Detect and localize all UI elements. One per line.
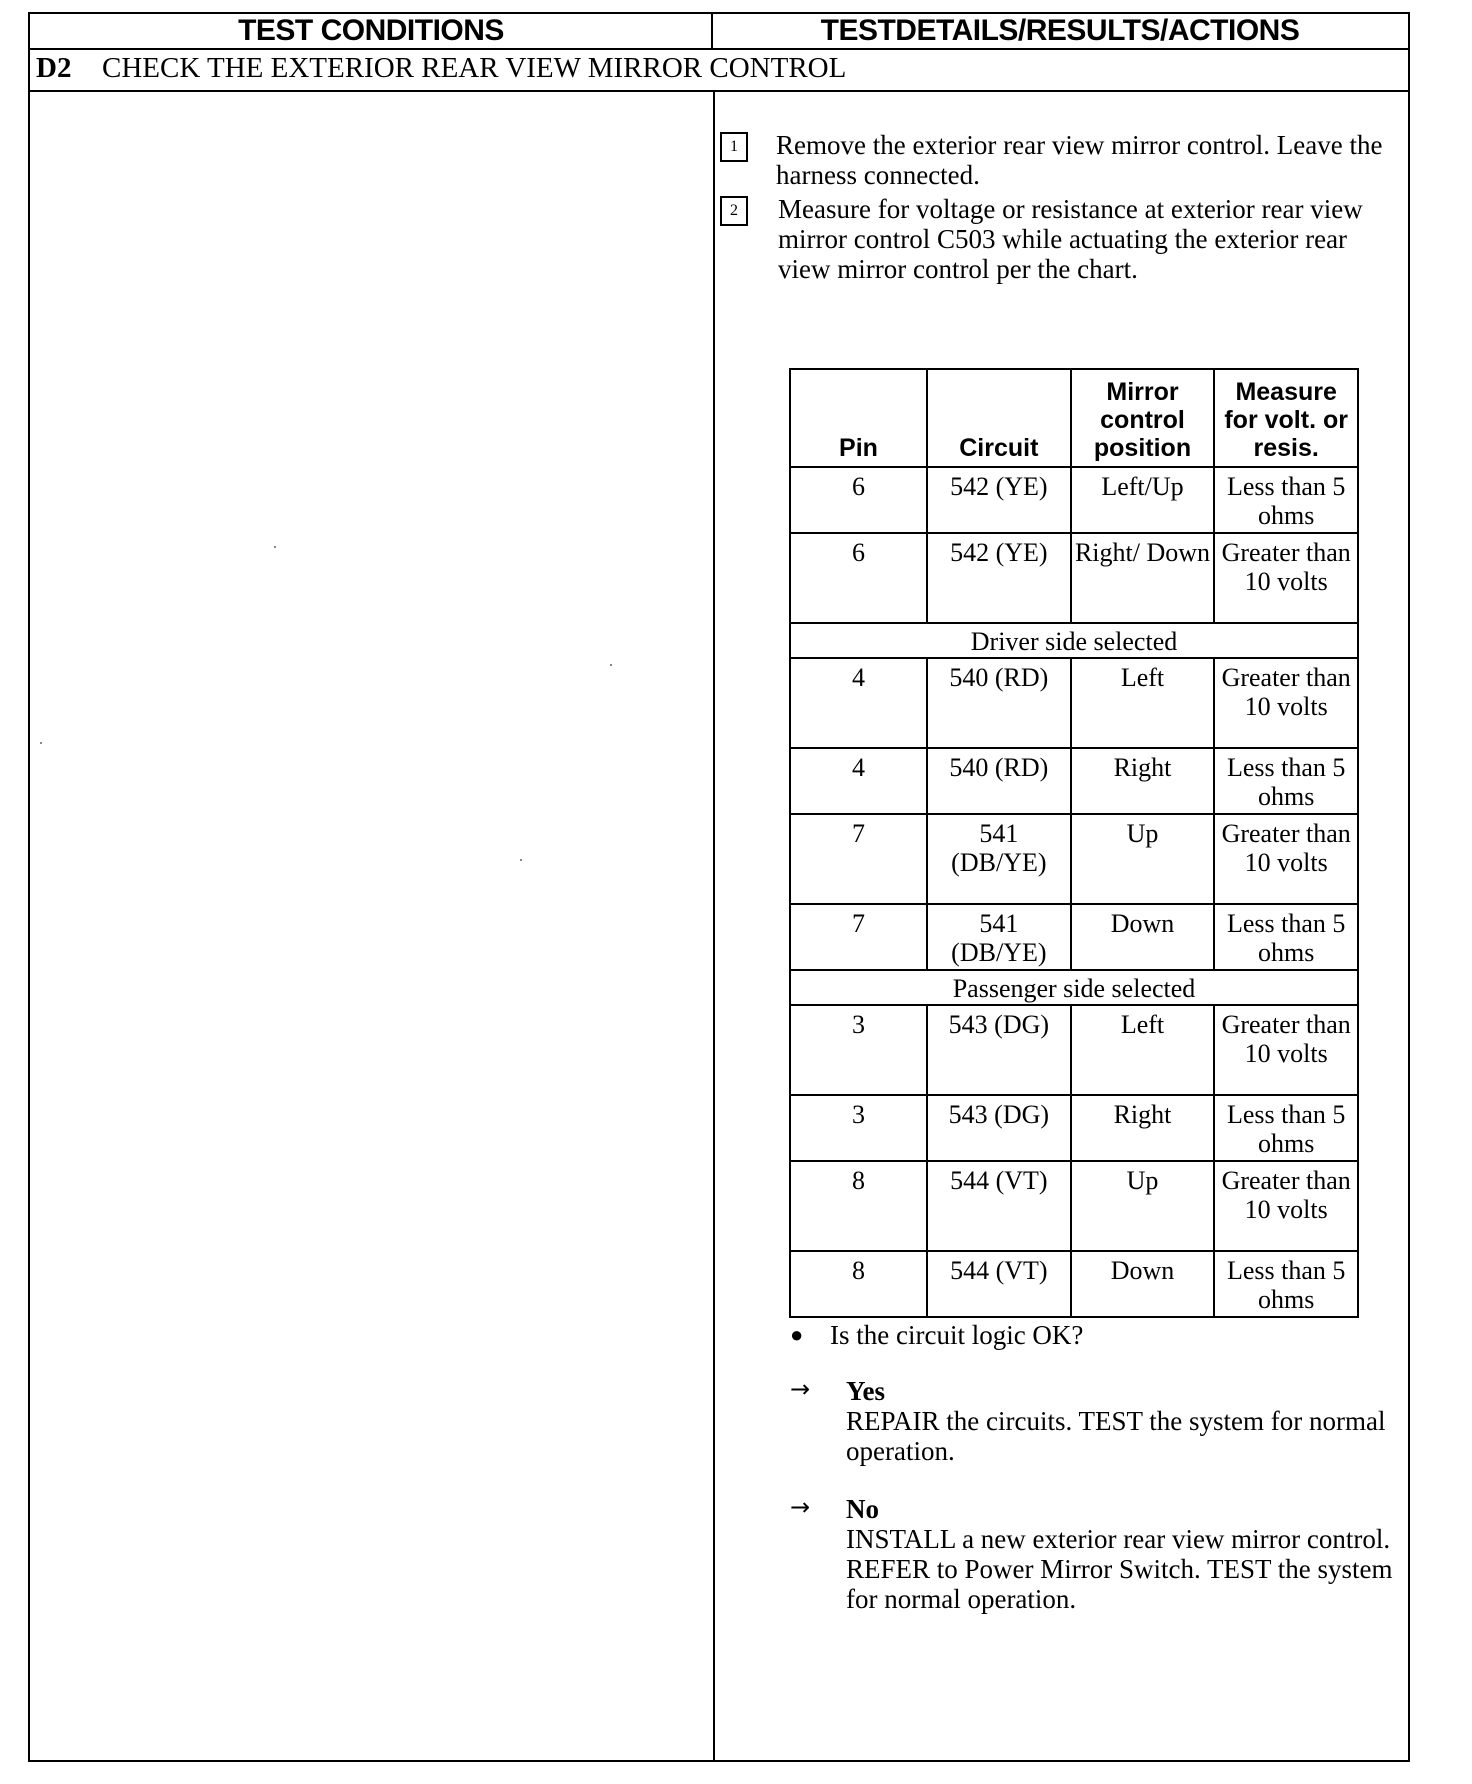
passenger-side-label: Passenger side selected [790, 970, 1358, 1005]
cell-position: Down [1071, 904, 1215, 970]
test-details-heading: TESTDETAILS/RESULTS/ACTIONS [820, 14, 1300, 47]
test-details-column [720, 92, 1410, 1762]
section-title-text: CHECK THE EXTERIOR REAR VIEW MIRROR CONTROL [102, 52, 847, 84]
cell-pin: 4 [790, 748, 927, 814]
scan-speck [40, 742, 42, 744]
cell-pin: 8 [790, 1251, 927, 1317]
cell-measure: Less than 5 ohms [1214, 904, 1358, 970]
answer-yes-label: Yes [846, 1376, 885, 1406]
cell-pin: 3 [790, 1095, 927, 1161]
cell-position: Left [1071, 1005, 1215, 1095]
cell-measure: Greater than 10 volts [1214, 1161, 1358, 1251]
arrow-right-icon: → [790, 1493, 811, 1521]
answer-yes-text: REPAIR the circuits. TEST the system for normal operation. [846, 1406, 1386, 1466]
step-number-box: 1 [720, 132, 748, 162]
cell-position: Left/Up [1071, 467, 1215, 533]
cell-circuit: 544 (VT) [927, 1251, 1071, 1317]
cell-circuit: 540 (RD) [927, 658, 1071, 748]
cell-circuit: 543 (DG) [927, 1005, 1071, 1095]
table-row [790, 1095, 1358, 1161]
cell-measure: Less than 5 ohms [1214, 1251, 1358, 1317]
cell-pin: 3 [790, 1005, 927, 1095]
table-row [790, 467, 1358, 533]
cell-measure: Greater than 10 volts [1214, 533, 1358, 623]
cell-circuit: 541 (DB/YE) [927, 904, 1071, 970]
step-number-box: 2 [720, 196, 748, 226]
column-header-position: Mirror control position [1071, 369, 1215, 467]
table-row [790, 658, 1358, 748]
cell-position: Right/ Down [1071, 533, 1215, 623]
column-header-pin: Pin [790, 369, 927, 467]
section-title [30, 48, 1408, 92]
cell-position: Down [1071, 1251, 1215, 1317]
cell-position: Right [1071, 1095, 1215, 1161]
question-text: Is the circuit logic OK? [830, 1320, 1084, 1350]
step-text: Measure for voltage or resistance at exterior rear view mirror control C503 while actuating the exterior rear view mirror control per the chart. [778, 194, 1363, 284]
section-row-driver [790, 623, 1358, 658]
test-conditions-heading: TEST CONDITIONS [238, 14, 504, 47]
bullet-icon: ● [790, 1322, 804, 1347]
measurement-chart [789, 368, 1359, 1318]
scan-speck [274, 546, 276, 548]
cell-measure: Less than 5 ohms [1214, 467, 1358, 533]
scan-speck [520, 859, 522, 861]
cell-circuit: 541 (DB/YE) [927, 814, 1071, 904]
answer-no-text: INSTALL a new exterior rear view mirror control. REFER to Power Mirror Switch. TEST the system for normal operation. [846, 1524, 1393, 1614]
table-row [790, 1161, 1358, 1251]
cell-circuit: 540 (RD) [927, 748, 1071, 814]
column-header [30, 14, 1408, 50]
test-page [28, 12, 1410, 1762]
chart-header-row [790, 369, 1358, 467]
column-divider [713, 92, 715, 1762]
table-row [790, 904, 1358, 970]
cell-pin: 7 [790, 904, 927, 970]
cell-pin: 4 [790, 658, 927, 748]
cell-circuit: 543 (DG) [927, 1095, 1071, 1161]
scan-speck [610, 664, 612, 666]
column-header-measure: Measure for volt. or resis. [1214, 369, 1358, 467]
table-row [790, 748, 1358, 814]
cell-measure: Less than 5 ohms [1214, 1095, 1358, 1161]
driver-side-label: Driver side selected [790, 623, 1358, 658]
cell-position: Up [1071, 814, 1215, 904]
section-code: D2 [36, 52, 72, 84]
cell-measure: Less than 5 ohms [1214, 748, 1358, 814]
cell-circuit: 542 (YE) [927, 467, 1071, 533]
cell-measure: Greater than 10 volts [1214, 658, 1358, 748]
answer-no-label: No [846, 1494, 879, 1524]
table-row [790, 814, 1358, 904]
table-row [790, 533, 1358, 623]
column-header-circuit: Circuit [927, 369, 1071, 467]
cell-pin: 8 [790, 1161, 927, 1251]
table-row [790, 1251, 1358, 1317]
cell-circuit: 542 (YE) [927, 533, 1071, 623]
cell-position: Up [1071, 1161, 1215, 1251]
cell-position: Left [1071, 658, 1215, 748]
step-text: Remove the exterior rear view mirror control. Leave the harness connected. [776, 130, 1383, 190]
cell-pin: 7 [790, 814, 927, 904]
cell-position: Right [1071, 748, 1215, 814]
cell-pin: 6 [790, 533, 927, 623]
cell-measure: Greater than 10 volts [1214, 814, 1358, 904]
section-row-passenger [790, 970, 1358, 1005]
table-row [790, 1005, 1358, 1095]
cell-measure: Greater than 10 volts [1214, 1005, 1358, 1095]
arrow-right-icon: → [790, 1375, 811, 1403]
cell-pin: 6 [790, 467, 927, 533]
cell-circuit: 544 (VT) [927, 1161, 1071, 1251]
